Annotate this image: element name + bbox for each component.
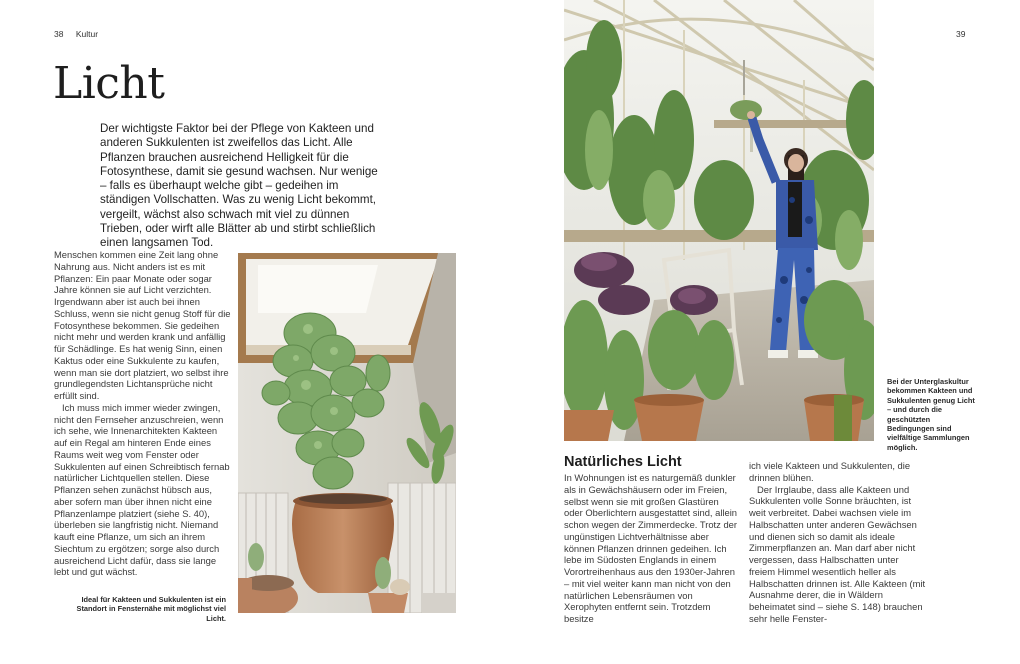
section-label: Kultur (75, 29, 99, 39)
page-number-right: 39 (956, 29, 966, 39)
body-column-right-2 (749, 460, 927, 625)
greenhouse-photo (564, 0, 874, 441)
body-column-left (54, 249, 231, 578)
page-number-left: 38 (54, 29, 64, 39)
body-paragraph: ich viele Kakteen und Sukkulenten, die drinnen blühen. (749, 460, 911, 483)
photo-caption-left: Ideal für Kakteen und Sukkulenten ist ein Standort in Fensternähe mit möglichst viel Licht. (76, 595, 226, 623)
article-lead: Der wichtigste Faktor bei der Pflege von Kakteen und anderen Sukkulenten ist zweifellos das Licht. Alle Pflanzen brauchen ausreichend Helligkeit für die Fotosynthese, damit sie gesund wachsen. Nur wenige – falls es überhaupt welche gibt – gedeihen im ständigen Vollschatten. Was zu wenig Licht bekommt, vergeilt, wächst also schwach mit viel zu dünnen Trieben, oder wirft alle Blätter ab und stirbt schließlich einen langsamen Tod. (100, 122, 378, 250)
body-paragraph: Der Irrglaube, dass alle Kakteen und Sukkulenten volle Sonne bräuchten, ist weit verbreitet. Dabei wachsen viele im Halbschatten unter anderen Gewächsen und dienen sich so damit als ideale Zimmerpflanzen an. Man darf aber nicht vergessen, dass Halbschatten unter freiem Himmel wesentlich heller als Halbschatten drinnen ist. Alle Kakteen (mit Ausnahme derer, die in Wäldern beheimatet sind – siehe S. 148) brauchen sehr helle Fenster- (749, 483, 926, 624)
page-header-left (54, 29, 98, 39)
body-paragraph: Menschen kommen eine Zeit lang ohne Nahrung aus. Nicht anders ist es mit Pflanzen: Ein paar Monate oder sogar Jahre können sie auf Licht verzichten. Irgendwann aber ist auch bei ihnen Schluss, wenn sie nicht genug Stoff für die Fotosynthese bekommen. Sie gedeihen nicht mehr und werden krank und anfällig für Schädlinge. Es hat wenig Sinn, einen Kaktus oder eine Sukkulente zu kaufen, wenn man sie dort platziert, wo selbst ihre grundlegendsten Lichtansprüche nicht erfüllt sind. (54, 249, 231, 401)
photo-caption-right: Bei der Unterglaskultur bekommen Kakteen und Sukkulenten genug Licht – und durch die geschützten Bedingungen sind vielfältige Sammlungen möglich. (887, 377, 975, 452)
body-column-right-1: In Wohnungen ist es naturgemäß dunkler als in Gewächshäusern oder im Freien, selbst wenn sie mit großen Glastüren oder Oberlichtern ausgestattet sind, allein schon wegen der Zimmerdecke. Trotz der ungünstigen Lichtverhältnisse aber können Pflanzen drinnen gedeihen. Ich lebe im Südosten Englands in einem Vorortreihenhaus aus den 1930er-Jahren – mit viel weiter kann man nicht von den natürlichen Lebensräumen von Xerophyten entfernt sein. Trotzdem besitze (564, 472, 738, 624)
section-heading: Natürliches Licht (564, 454, 682, 470)
article-title: Licht (53, 58, 165, 109)
body-paragraph: Ich muss mich immer wieder zwingen, nicht den Fernseher anzuschreien, wenn ich sehe, wie Innenarchitekten Kakteen auf ein Regal am hinteren Ende eines Raums weit weg vom Fenster oder Sukkulenten auf einen Schreibtisch fernab natürlicher Lichtquellen stellen. Diese Pflanzen sehen zunächst hübsch aus, aber sofern man über ihnen nicht eine Pflanzenlampe platziert (siehe S. 40), überleben sie langfristig nicht. Niemand kauft eine Pflanze, um sich an ihrem Siechtum zu ergötzen; sorge also durch ausreichend Licht dafür, dass sie lange lebt und gut wächst. (54, 401, 230, 578)
cactus-window-photo (238, 253, 456, 613)
